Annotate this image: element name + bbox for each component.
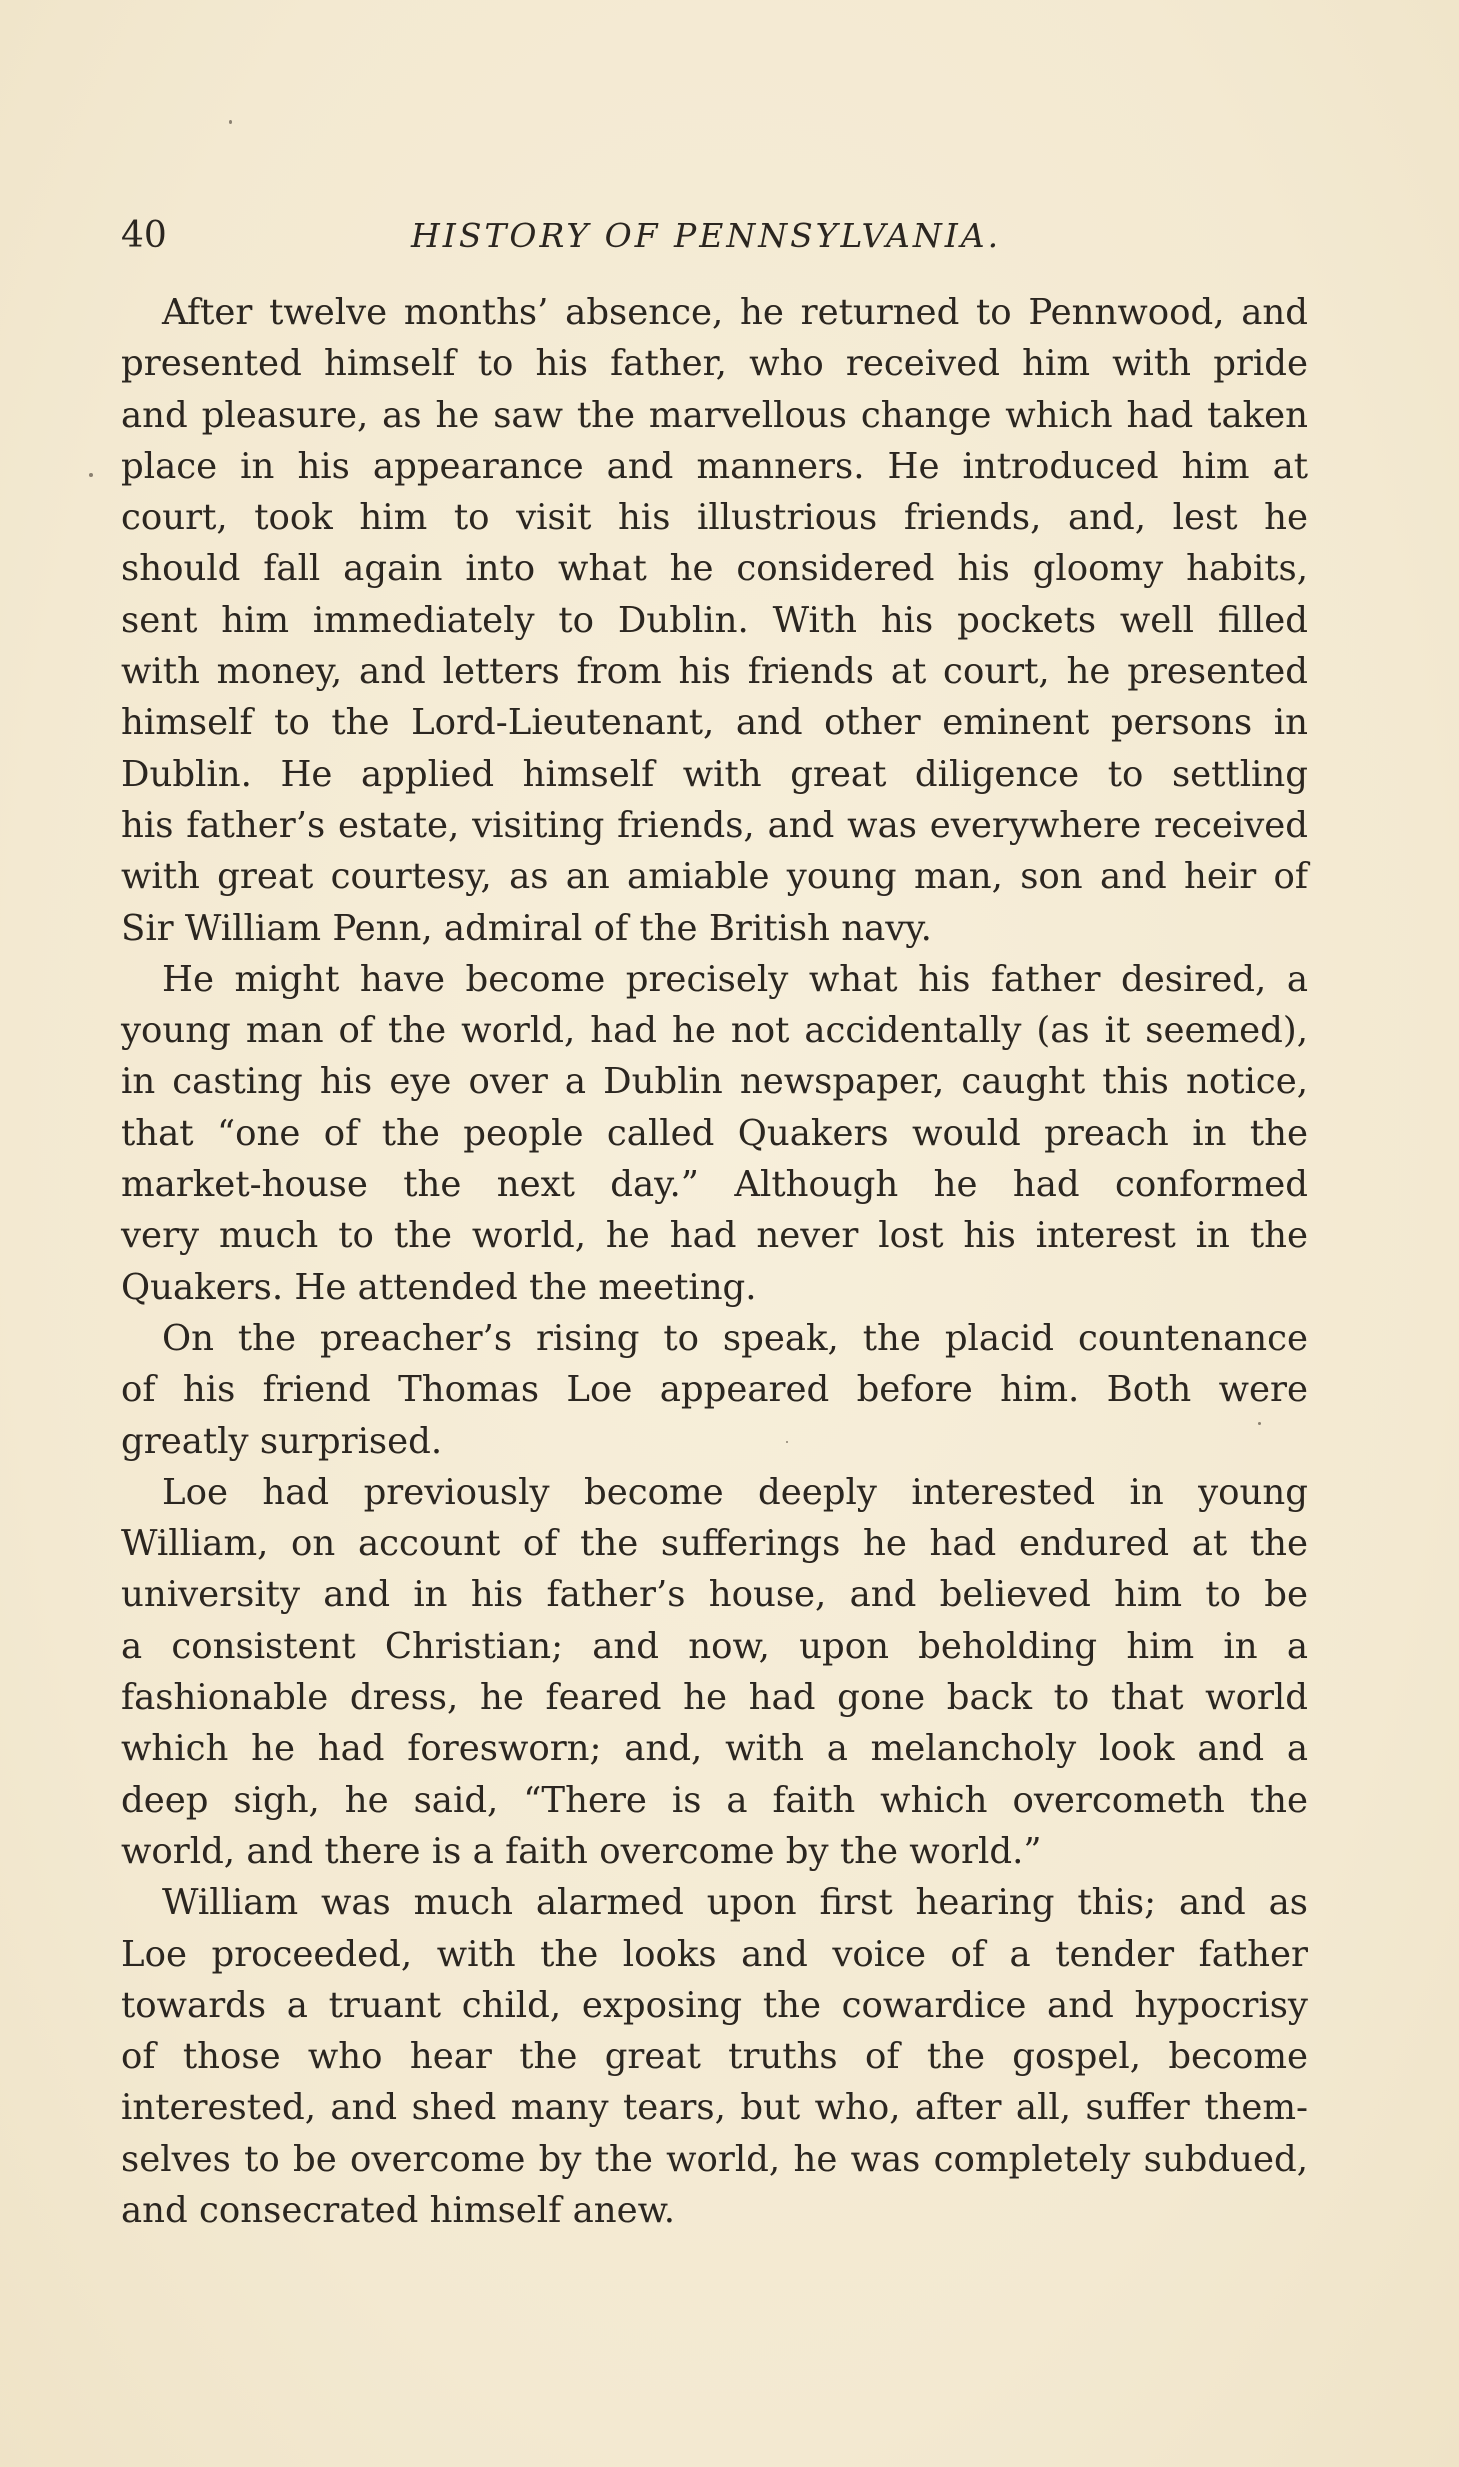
text-line: interested, and shed many tears, but who, after all, suffer them- xyxy=(121,2087,1308,2129)
text-line: with great courtesy, as an amiable young man, son and heir of xyxy=(121,856,1308,898)
text-line: in casting his eye over a Dublin newspaper, caught this notice, xyxy=(121,1061,1308,1103)
text-line: a consistent Christian; and now, upon beholding him in a xyxy=(121,1625,1308,1667)
text-line: his father’s estate, visiting friends, and was everywhere received xyxy=(121,804,1308,846)
text-line: young man of the world, had he not accidentally (as it seemed), xyxy=(121,1010,1308,1052)
text-line: himself to the Lord-Lieutenant, and other eminent persons in xyxy=(121,702,1308,744)
text-line: Quakers. He attended the meeting. xyxy=(121,1266,757,1308)
text-line: of those who hear the great truths of the gospel, become xyxy=(121,2036,1308,2078)
text-line: market-house the next day.” Although he had conformed xyxy=(121,1164,1308,1206)
text-line: world, and there is a faith overcome by the world.” xyxy=(121,1830,1042,1872)
text-line: William, on account of the sufferings he had endured at the xyxy=(121,1523,1308,1565)
text-line: court, took him to visit his illustrious friends, and, lest he xyxy=(121,497,1308,539)
paper-speck xyxy=(89,473,93,477)
text-line: very much to the world, he had never lost his interest in the xyxy=(121,1215,1308,1257)
text-line: that “one of the people called Quakers would preach in the xyxy=(121,1112,1308,1154)
text-line: William was much alarmed upon first hearing this; and as xyxy=(162,1882,1308,1924)
text-line: On the preacher’s rising to speak, the placid countenance xyxy=(162,1317,1308,1359)
text-line: deep sigh, he said, “There is a faith which overcometh the xyxy=(121,1779,1308,1821)
text-line: place in his appearance and manners. He introduced him at xyxy=(121,445,1308,487)
text-line: selves to be overcome by the world, he was completely subdued, xyxy=(121,2138,1308,2180)
text-line: fashionable dress, he feared he had gone back to that world xyxy=(121,1677,1308,1719)
page-header xyxy=(121,208,1308,264)
text-line: which he had foresworn; and, with a melancholy look and a xyxy=(121,1728,1308,1770)
text-line: and consecrated himself anew. xyxy=(121,2189,676,2231)
text-line: should fall again into what he considered his gloomy habits, xyxy=(121,548,1308,590)
text-line: After twelve months’ absence, he returned to Pennwood, and xyxy=(162,292,1308,333)
body-text xyxy=(121,287,1308,2236)
text-line: greatly surprised. xyxy=(121,1420,443,1462)
text-line: university and in his father’s house, and believed him to be xyxy=(121,1574,1308,1616)
paper-speck xyxy=(229,120,232,124)
running-head: HISTORY OF PENNSYLVANIA. xyxy=(411,216,1002,255)
text-line: Loe had previously become deeply interested in young xyxy=(162,1471,1308,1513)
text-line: sent him immediately to Dublin. With his pockets well filled xyxy=(121,599,1308,641)
text-line: of his friend Thomas Loe appeared before him. Both were xyxy=(121,1369,1308,1411)
text-line: Sir William Penn, admiral of the British navy. xyxy=(121,907,932,949)
text-line: towards a truant child, exposing the cowardice and hypocrisy xyxy=(121,1984,1308,2026)
text-line: presented himself to his father, who received him with pride xyxy=(121,343,1308,385)
page-number: 40 xyxy=(121,215,167,256)
text-line: with money, and letters from his friends at court, he presented xyxy=(121,651,1308,693)
text-line: Dublin. He applied himself with great diligence to settling xyxy=(121,753,1308,795)
text-line: He might have become precisely what his father desired, a xyxy=(162,958,1308,1000)
text-line: and pleasure, as he saw the marvellous change which had taken xyxy=(121,394,1308,436)
text-line: Loe proceeded, with the looks and voice of a tender father xyxy=(121,1933,1308,1975)
